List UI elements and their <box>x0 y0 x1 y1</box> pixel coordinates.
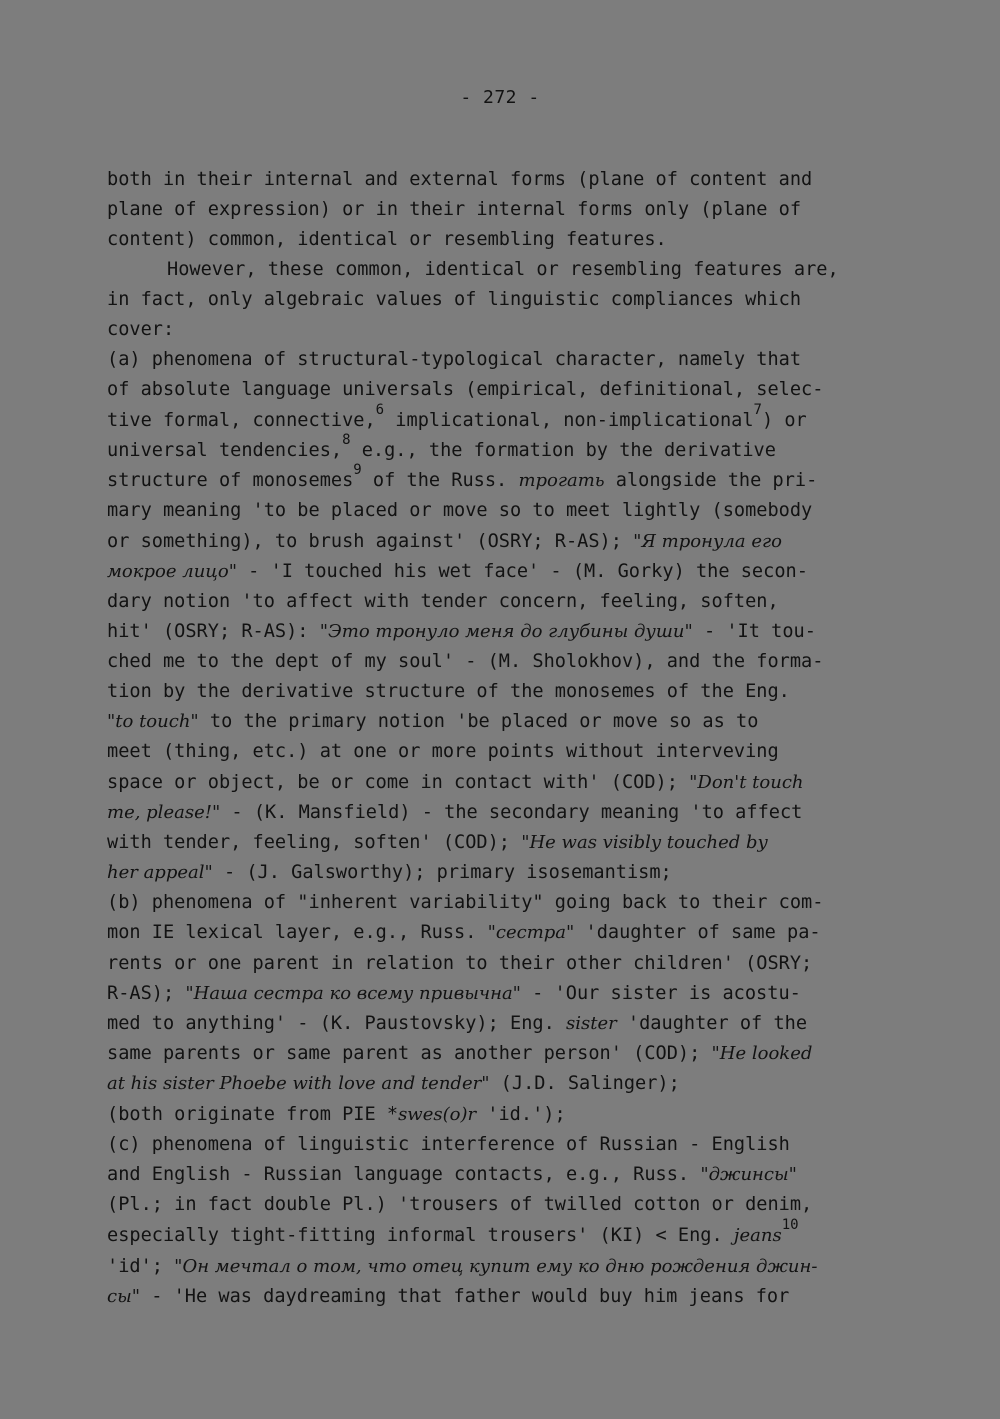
text-line: However, these common, identical or resembling features are, <box>167 259 839 280</box>
text-line: "to touch" to the primary notion 'be placed or move so as to <box>107 711 759 732</box>
text-line: ched me to the dept of my soul' - (M. Sholokhov), and the forma- <box>107 651 824 672</box>
text-line: in fact, only algebraic values of linguistic compliances which <box>107 289 802 310</box>
text-line: mary meaning 'to be placed or move so to meet lightly (somebody <box>107 500 813 521</box>
text-line: (b) phenomena of "inherent variability" going back to their com- <box>107 892 824 913</box>
text-line: tion by the derivative structure of the monosemes of the Eng. <box>107 681 790 702</box>
text-line: 'id'; "Он мечтал о том, что отец купит ему ко дню рождения джин- <box>107 1256 818 1277</box>
text-line: at his sister Phoebe with love and tender" (J.D. Salinger); <box>107 1073 680 1094</box>
footnote-marker: 9 <box>353 462 362 478</box>
text-line: content) common, identical or resembling features. <box>107 229 667 250</box>
text-line: (both originate from PIE *swes(o)r 'id.'); <box>107 1104 566 1125</box>
text-line: мокрое лицо" - 'I touched his wet face' - (M. Gorky) the secon- <box>107 561 808 582</box>
text-line: both in their internal and external forms (plane of content and <box>107 169 813 190</box>
text-line: (a) phenomena of structural-typological character, namely that <box>107 349 802 370</box>
text-line: dary notion 'to affect with tender concern, feeling, soften, <box>107 591 779 612</box>
text-line: of absolute language universals (empirical, definitional, selec- <box>107 379 824 400</box>
text-line: with tender, feeling, soften' (COD); "He was visibly touched by <box>107 832 768 853</box>
text-line: universal tendencies,$^8$ e.g., the formation by the derivative <box>107 432 776 461</box>
footnote-marker: 6 <box>375 402 385 418</box>
text-line: (c) phenomena of linguistic interference of Russian - English <box>107 1134 790 1155</box>
text-line: (Pl.; in fact double Pl.) 'trousers of twilled cotton or denim, <box>107 1194 813 1215</box>
text-line: mon IE lexical layer, e.g., Russ. "сестра" 'daughter of same pa- <box>107 922 821 943</box>
text-line: R-AS); "Наша сестра ко всему привычна" - 'Our sister is acostu- <box>107 983 801 1004</box>
text-line: tive formal, connective,$^6$ implicational, non-implicational$^7$) or <box>107 402 807 431</box>
text-line: space or object, be or come in contact with' (COD); "Don't touch <box>107 772 804 793</box>
text-line: same parents or same parent as another person' (COD); "He looked <box>107 1043 813 1064</box>
text-line: her appeal" - (J. Galsworthy); primary isosemantism; <box>107 862 672 883</box>
footnote-marker: 8 <box>342 432 351 448</box>
text-line: rents or one parent in relation to their other children' (OSRY; <box>107 953 813 974</box>
footnote-marker: 10 <box>781 1217 799 1233</box>
text-line: structure of monosemes$^9$ of the Russ. трогать alongside the pri- <box>107 462 818 491</box>
text-line: cover: <box>107 319 175 340</box>
text-line: plane of expression) or in their internal forms only (plane of <box>107 199 802 220</box>
text-line: especially tight-fitting informal trousers' (KI) < Eng. jeans$^{10}$ <box>107 1217 799 1246</box>
text-line: meet (thing, etc.) at one or more points without interveving <box>107 741 779 762</box>
text-line: and English - Russian language contacts, e.g., Russ. "джинсы" <box>107 1164 797 1185</box>
text-line: me, please!" - (K. Mansfield) - the secondary meaning 'to affect <box>107 802 803 823</box>
page-number: - 272 - <box>460 87 540 108</box>
text-line: or something), to brush against' (OSRY; R-AS); "Я тронула его <box>107 531 782 552</box>
text-line: hit' (OSRY; R-AS): "Это тронуло меня до глубины души" - 'It tou- <box>107 621 816 642</box>
text-line: сы" - 'He was daydreaming that father would buy him jeans for <box>107 1286 790 1307</box>
text-line: med to anything' - (K. Paustovsky); Eng. sister 'daughter of the <box>107 1013 808 1034</box>
footnote-marker: 7 <box>753 402 762 418</box>
